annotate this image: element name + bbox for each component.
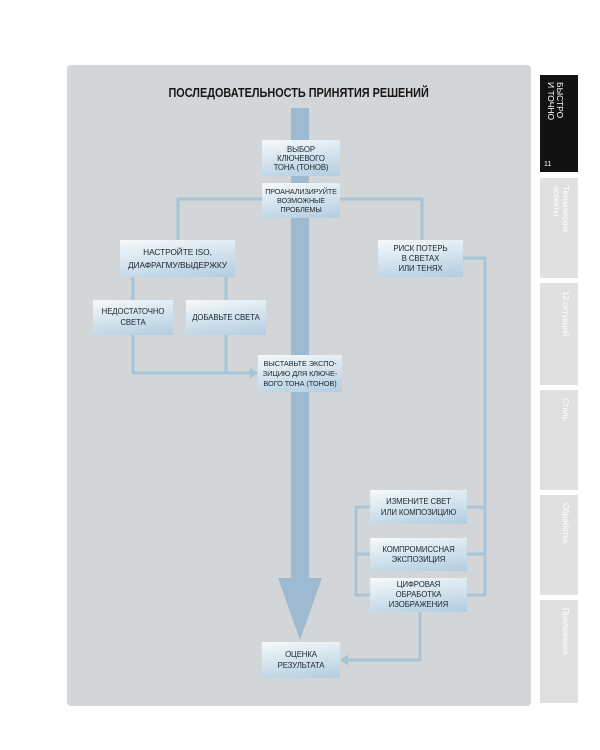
node-clipping-risk (378, 240, 463, 277)
thumb-tab-technical (540, 178, 578, 278)
node-evaluate-result (262, 642, 340, 678)
node-choose-key-tone (262, 140, 340, 176)
node-label: ОЦЕНКА РЕЗУЛЬТАТА (277, 650, 325, 670)
node-label: КОМПРОМИССНАЯ ЭКСПОЗИЦИЯ (382, 544, 455, 564)
connector-solutions-left-bracket (356, 507, 370, 595)
thumb-tab-label: БЫСТРО И ТОЧНО (546, 82, 565, 121)
node-label: ВЫСТАВЬТЕ ЭКСПО- ЗИЦИЮ ДЛЯ КЛЮЧЕ- ВОГО ТОНА (ТОНОВ) (262, 358, 338, 388)
connector-not-enough-light-to-exposure (133, 335, 251, 373)
thumb-tab-label: Стиль (561, 398, 570, 421)
node-analyze-problems (262, 183, 340, 218)
page-number: 11 (544, 161, 552, 168)
thumb-tab-appendix (540, 600, 578, 703)
node-label: ВЫБОР КЛЮЧЕВОГО ТОНА (ТОНОВ) (273, 144, 329, 172)
node-add-light (186, 300, 266, 335)
node-label: ДОБАВЬТЕ СВЕТА (192, 312, 260, 322)
thumb-tab-situations (540, 283, 578, 385)
node-adjust-settings (120, 240, 235, 277)
thumb-tab-label: 12 ситуаций (561, 291, 570, 337)
thumb-tab-style (540, 390, 578, 490)
node-set-exposure (258, 355, 342, 392)
node-label: ЦИФРОВАЯ ОБРАБОТКА ИЗОБРАЖЕНИЯ (388, 580, 449, 609)
diagram-title-text: ПОСЛЕДОВАТЕЛЬНОСТЬ ПРИНЯТИЯ РЕШЕНИЙ (168, 86, 430, 100)
thumb-tab-processing (540, 495, 578, 595)
thumb-tab-active (540, 75, 578, 172)
arrowhead-to-exposure (250, 368, 258, 379)
node-label: ПРОАНАЛИЗИРУЙТЕ ВОЗМОЖНЫЕ ПРОБЛЕМЫ (265, 187, 337, 214)
node-digital-processing (370, 578, 467, 612)
node-label: РИСК ПОТЕРЬ В СВЕТАХ ИЛИ ТЕНЯХ (393, 243, 448, 273)
node-change-light (370, 490, 467, 524)
node-not-enough-light (93, 300, 173, 335)
node-label: НЕДОСТАТОЧНО СВЕТА (101, 307, 165, 327)
arrowhead-to-result (340, 655, 348, 666)
node-compromise-exposure (370, 538, 467, 571)
thumb-tab-label: Обработка (561, 503, 570, 544)
thumb-tab-label: Приложения (561, 608, 570, 655)
thumb-tab-label: Технические аспекты (552, 186, 570, 233)
connector-processing-to-result (348, 612, 420, 660)
node-label: НАСТРОЙТЕ ISO, ДИАФРАГМУ/ВЫДЕРЖКУ (128, 247, 227, 270)
node-label: ИЗМЕНИТЕ СВЕТ ИЛИ КОМПОЗИЦИЮ (380, 497, 457, 517)
